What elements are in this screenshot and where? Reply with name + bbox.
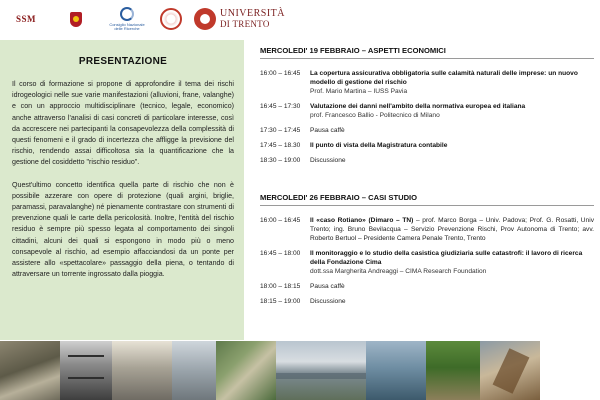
session-content (310, 249, 594, 276)
cnr-line1: Consiglio Nazionale (109, 22, 145, 27)
session-time: 18:00 – 18:15 (260, 283, 301, 290)
presentazione-panel (0, 40, 244, 340)
session-speaker: dott.ssa Margherita Andreaggi – CIMA Research Foundation (310, 268, 487, 275)
ssm-logo-mark: SSM (15, 14, 36, 24)
unitn-wordmark (220, 9, 285, 29)
unitn-line1: UNIVERSITÀ (220, 8, 285, 19)
session-time: 17:30 – 17:45 (260, 127, 301, 134)
crest-icon (70, 12, 82, 27)
session-time: 16:45 – 17:30 (260, 103, 301, 110)
photo-debris (480, 341, 540, 400)
photo-landslide (0, 341, 60, 400)
photo-valley (216, 341, 276, 400)
logo-strip (0, 0, 600, 38)
photo-river-flood (276, 341, 366, 400)
unitn-line2: DI TRENTO (220, 19, 270, 29)
session-plain: Pausa caffè (310, 283, 345, 290)
cnr-logo (104, 3, 150, 35)
photo-flood-town (112, 341, 172, 400)
session-time: 16:00 – 16:45 (260, 217, 301, 224)
session-speaker: prof. Francesco Ballio - Politecnico di Milano (310, 112, 440, 119)
session-time: 17:45 – 18.30 (260, 142, 301, 149)
unitn-seal-icon (194, 8, 216, 30)
session-plain: Discussione (310, 298, 346, 305)
university-seal-icon (160, 8, 182, 30)
session-content (310, 216, 594, 243)
session-title: Valutazione dei danni nell'ambito della normativa europea ed italiana (310, 103, 526, 110)
session-plain: Discussione (310, 157, 346, 164)
day2-title: MERCOLEDI' 26 FEBBRAIO – CASI STUDIO (260, 193, 594, 206)
session-content (310, 102, 594, 120)
unitn-logo (194, 8, 285, 30)
session-row (260, 282, 594, 291)
session-row (260, 126, 594, 135)
session-title: Il monitoraggio e lo studio della casistica giudiziaria sulle catastrofi: il lavoro di ricerca della Fondazione Cima (310, 250, 583, 266)
session-row (260, 156, 594, 165)
day1-title: MERCOLEDI' 19 FEBBRAIO – ASPETTI ECONOMICI (260, 46, 594, 59)
session-title: Il «caso Rotiano» (Dimaro – TN) (310, 217, 414, 224)
cnr-mark-icon (120, 7, 134, 21)
session-speaker: Prof. Mario Martina – IUSS Pavia (310, 88, 408, 95)
session-time: 16:45 – 18:00 (260, 250, 301, 257)
session-title: Il punto di vista della Magistratura contabile (310, 142, 448, 149)
photo-forest (426, 341, 480, 400)
photo-historic (60, 341, 112, 400)
presentazione-paragraph-2: Quest'ultimo concetto identifica quella parte di rischio che non è possibile azzerare con opere di protezione (quali argini, briglie, paramassi, paravalanghe) né pienamente contrastare con strumenti di prevenzione quali le carte della pericolosità. Inoltre, l'entità del rischio residuo è sempre più spesso legata al comportamento dei singoli cittadini, alcuni dei quali si espongono in modo più o meno consapevole al rischio, ad esempio affacciandosi da un ponte per assistere allo «spettacolare» passaggio della piena, o tentando di attraversare un torrente ingrossato dalla pioggia. (12, 180, 234, 279)
session-row (260, 141, 594, 150)
session-row (260, 102, 594, 120)
session-time: 16:00 – 16:45 (260, 70, 301, 77)
session-plain: Pausa caffè (310, 127, 345, 134)
photo-strip (0, 341, 600, 400)
presentazione-title: PRESENTAZIONE (78, 56, 168, 67)
session-time: 18:30 – 19:00 (260, 157, 301, 164)
session-row (260, 69, 594, 96)
provincia-logo (54, 3, 98, 35)
photo-water (366, 341, 426, 400)
session-row (260, 216, 594, 243)
presentazione-paragraph-1: Il corso di formazione si propone di approfondire il tema dei rischi idrogeologici nelle sue varie manifestazioni (alluvioni, frane, valanghe) e con un approccio multidisciplinare (tecnico, legale, economico) anche attraverso l'analisi di casi concreti di particolare interesse, così da accrescere nei partecipanti la consapevolezza della complessità di questi fenomeni e il grado di incertezza che affligge la previsione del rischio, rendendo assai difficoltosa sia la quantificazione che la gestione del cosiddetto "rischio residuo". (12, 80, 234, 167)
ssm-logo (4, 3, 48, 35)
program-section (260, 46, 594, 312)
session-content (310, 69, 594, 96)
session-time: 18:15 – 19:00 (260, 298, 301, 305)
session-speakers: – prof. Marco Borga – Univ. Padova; Prof. G. Rosatti, Univ Trento; ing. Bruno Bevilacqua – Servizio Prevenzione Rischi, Prov Autonoma di Trento; avv. Roberto Bertuol – Presidente Camera Penale Trento, Trento (310, 217, 594, 242)
session-row (260, 297, 594, 306)
session-row (260, 249, 594, 276)
session-title: La copertura assicurativa obbligatoria sulle calamità naturali delle imprese: un nuovo modello di gestione del rischio (310, 70, 578, 86)
cnr-logo-text (109, 23, 144, 31)
cnr-line2: delle Ricerche (114, 26, 140, 31)
photo-map (172, 341, 216, 400)
